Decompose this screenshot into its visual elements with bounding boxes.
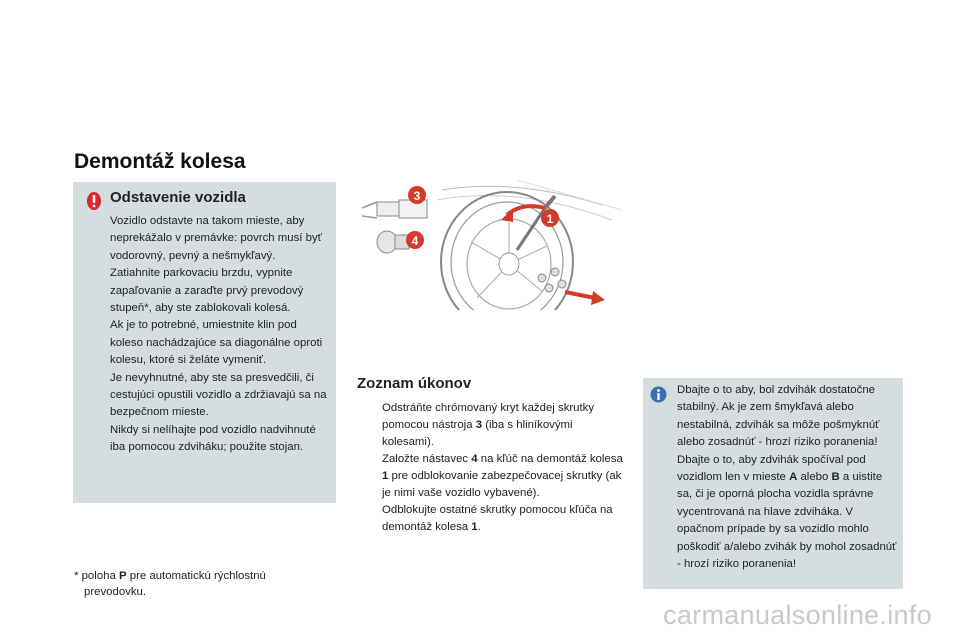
warning-title: Odstavenie vozidla <box>110 189 246 206</box>
warning-paragraph: Je nevyhnutné, aby ste sa presvedčili, či cestujúci opustili vozidlo a zdržiavajú sa na bezpečnom mieste. <box>110 371 327 419</box>
list-item: Založte nástavec 4 na kľúč na demontáž kolesa 1 pre odblokovanie zabezpečovacej skrutky (ak je nimi vaše vozidlo vybavené). <box>382 453 623 499</box>
warning-paragraph: Ak je to potrebné, umiestnite klin pod koleso nachádzajúce sa diagonálne oproti kolesu, ktoré si želáte vymeniť. <box>110 319 323 367</box>
page-title: Demontáž kolesa <box>74 150 246 173</box>
info-paragraph: Dbajte o to aby, bol zdvihák dostatočne stabilný. Ak je zem šmykľavá alebo nestabilná, zdvihák sa môže pošmyknúť alebo zosadnúť - hrozí riziko poranenia! <box>677 384 880 449</box>
svg-text:1: 1 <box>546 212 554 226</box>
svg-text:3: 3 <box>413 189 421 203</box>
warning-paragraph: Nikdy si nelíhajte pod vozidlo nadvihnuté iba pomocou zdviháku; použite stojan. <box>110 423 316 454</box>
warning-paragraph: Zatiahnite parkovaciu brzdu, vypnite zapaľovanie a zaraďte prvý prevodový stupeň*, aby ste zablokovali kolesá. <box>110 267 304 315</box>
list-item: Odblokujte ostatné skrutky pomocou kľúča na demontáž kolesa 1. <box>382 504 613 533</box>
steps-list <box>363 400 623 536</box>
wheel-removal-illustration <box>357 180 622 310</box>
watermark: carmanualsonline.info <box>663 600 932 630</box>
info-text <box>677 382 899 573</box>
warning-icon <box>84 191 104 211</box>
list-item: Odstráňte chrómovaný kryt každej skrutky pomocou nástroja 3 (iba s hliníkovými kolesami). <box>382 402 595 448</box>
steps-title: Zoznam úkonov <box>357 375 472 392</box>
callout-3 <box>408 186 426 204</box>
svg-text:4: 4 <box>411 234 419 248</box>
warning-text <box>110 213 332 457</box>
footnote: * poloha P pre automatickú rýchlostnú prevodovku. <box>74 570 266 598</box>
callout-1 <box>541 209 559 227</box>
warning-paragraph: Vozidlo odstavte na takom mieste, aby neprekážalo v premávke: povrch musí byť vodorovný, pevný a nešmykľavý. <box>110 215 322 262</box>
info-icon <box>650 386 667 403</box>
callout-4 <box>406 231 424 249</box>
info-paragraph: Dbajte o to, aby zdvihák spočíval pod vozidlom len v mieste A alebo B a uistite sa, či je oporná plocha vozidla správne vycentrovaná na hlave zdviháka. V opačnom prípade by sa vozidlo mohlo poškodiť a/alebo zvihák by mohol zosadnúť - hrozí riziko poranenia! <box>677 453 897 571</box>
